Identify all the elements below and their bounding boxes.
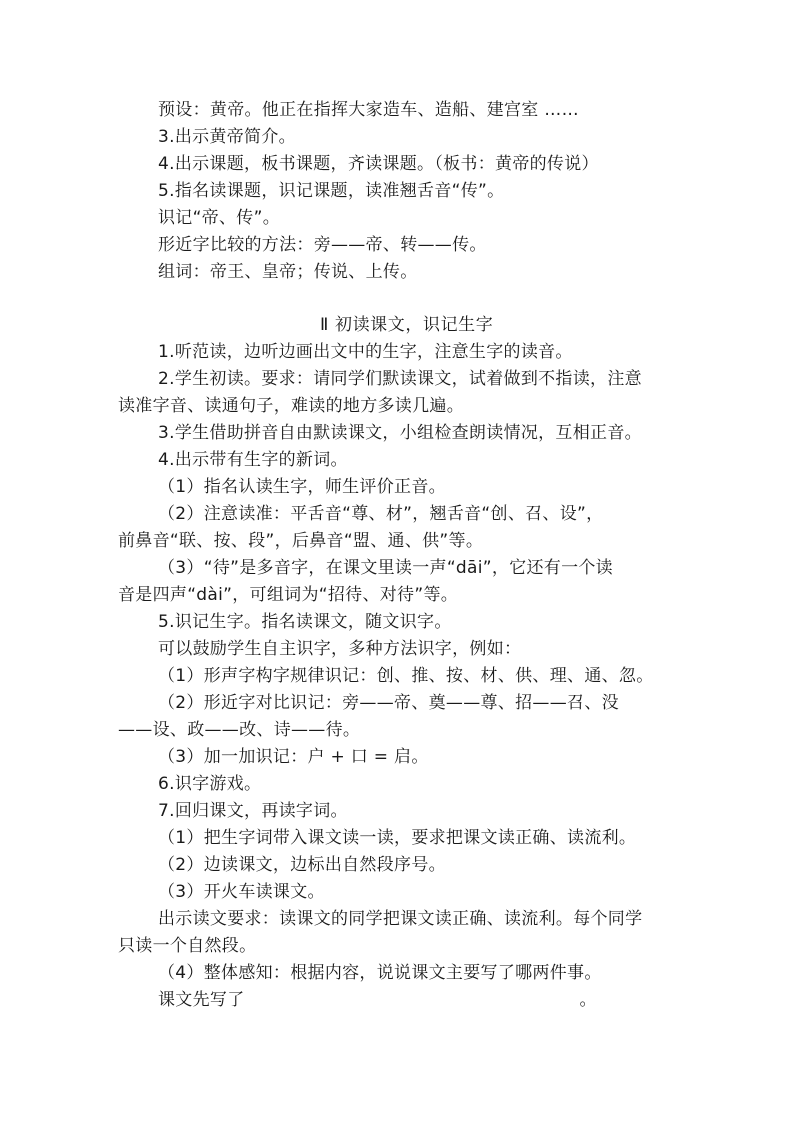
text-line: 2.学生初读。要求：请同学们默读课文，试着做到不指读，注意 [158,369,642,389]
text-line: 只读一个自然段。 [118,936,257,956]
text-line: 音是四声“dài”，可组词为“招待、对待”等。 [118,585,459,605]
text-line: ——设、政——改、诗——待。 [118,720,361,740]
text-line: 预设：黄帝。他正在指挥大家造车、造船、建宫室 …… [158,100,579,120]
text-line: （3）加一加识记：户 + 口 = 启。 [158,747,429,767]
text-line: 7.回归课文，再读字词。 [158,801,348,821]
text-line: 5.指名读课题，识记课题，读准翘舌音“传”。 [158,181,505,201]
text-line: 4.出示带有生字的新词。 [158,450,348,470]
text-line: 可以鼓励学生自主识字，多种方法识字，例如： [158,639,522,659]
section-heading: Ⅱ 初读课文，识记生字 [320,315,494,335]
answer-blank [245,1004,580,1005]
text-line: （3）开火车读课文。 [158,882,325,902]
text-line: （3）“待”是多音字，在课文里读一声“dāi”，它还有一个读 [158,558,613,578]
text-line: 1.听范读，边听边画出文中的生字，注意生字的读音。 [158,342,573,362]
text-line: 3.出示黄帝简介。 [158,127,296,147]
text-line: 形近字比较的方法：旁——帝、转——传。 [158,235,487,255]
text-line: （2）注意读准：平舌音“尊、材”，翘舌音“创、召、设”， [158,504,604,524]
text-line: （2）形近字对比识记：旁——帝、奠——尊、招——召、没 [158,693,619,713]
text-line: （1）形声字构字规律识记：创、推、按、材、供、理、通、忽。 [158,666,654,686]
text-line: 组词：帝王、皇帝；传说、上传。 [158,262,418,282]
text-line: 出示读文要求：读课文的同学把课文读正确、读流利。每个同学 [158,909,643,929]
text-line: 5.识记生字。指名读课文，随文识字。 [158,612,452,632]
text-line: （1）把生字词带入课文读一读，要求把课文读正确、读流利。 [158,828,637,848]
text-line: 4.出示课题，板书课题，齐读课题。（板书：黄帝的传说） [158,154,599,174]
text-line: 前鼻音“联、按、段”，后鼻音“盟、通、供”等。 [118,531,484,551]
text-line: 3.学生借助拼音自由默读课文，小组检查朗读情况，互相正音。 [158,423,642,443]
text-line: 课文先写了 [158,990,245,1010]
text-line: 读准字音、读通句子，难读的地方多读几遍。 [118,396,464,416]
text-line: 识记“帝、传”。 [158,208,281,228]
text-line: （1）指名认读生字，师生评价正音。 [158,477,446,497]
fill-in-line [158,988,597,1012]
text-line: 6.识字游戏。 [158,774,262,794]
text-line: （2）边读课文，边标出自然段序号。 [158,855,446,875]
line-end-punctuation: 。 [579,990,597,1010]
text-line: （4）整体感知：根据内容，说说课文主要写了哪两件事。 [158,963,602,983]
